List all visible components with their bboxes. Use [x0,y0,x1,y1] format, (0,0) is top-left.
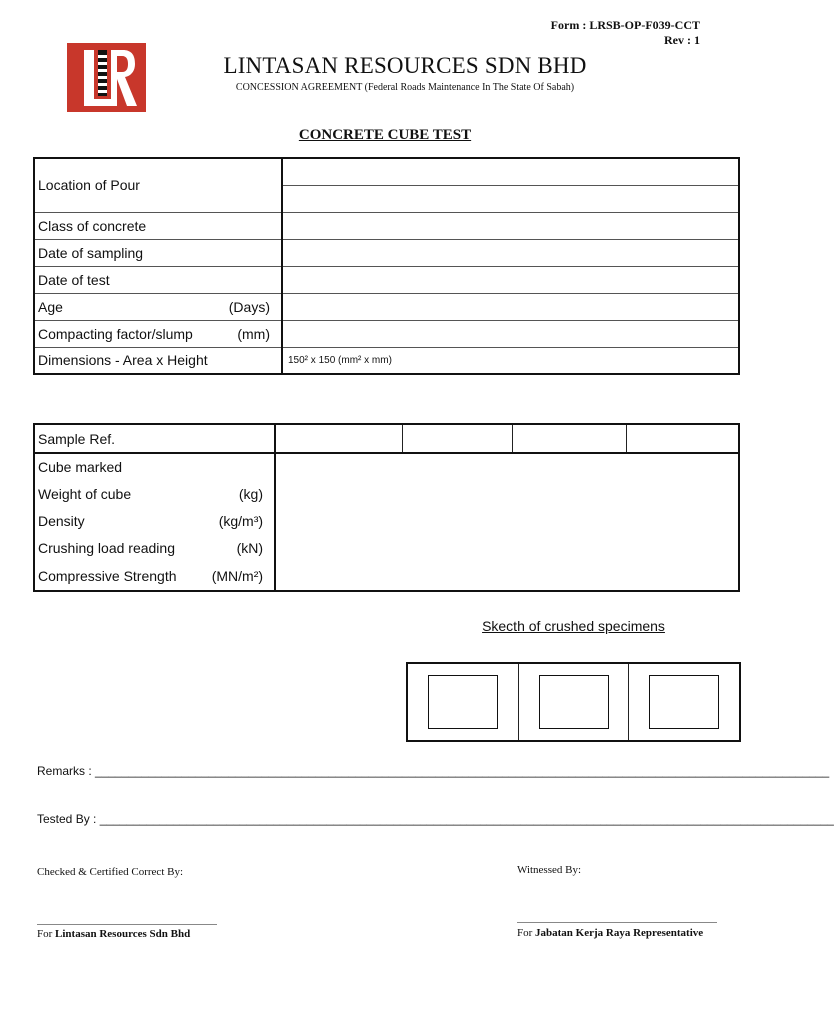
sketch-panel [406,662,741,742]
compact-value[interactable] [282,320,739,347]
left-sign-org: Lintasan Resources Sdn Bhd [55,928,191,940]
sample-row [34,453,739,480]
sketch-cell-2[interactable] [519,664,630,740]
sample-row-unit: (kg) [238,485,264,502]
sample-row-label [34,507,275,534]
sample-row-text: Sample Ref. [38,430,116,447]
sample-row [34,424,739,453]
location-label: Location of Pour [34,158,282,212]
tested-by-line[interactable] [37,812,834,826]
sample-row-unit: (kg/m³) [218,512,264,529]
sample-row-text: Compressive Strength [38,567,177,584]
pour-info-table [33,157,740,375]
sample-row-unit: (MN/m²) [211,567,264,584]
location-value-1[interactable] [282,158,739,185]
left-signature-caption [37,928,190,940]
remarks-label: Remarks : [37,764,92,778]
sample-row-label [34,534,275,561]
checked-label: Checked & Certified Correct By: [37,866,184,878]
right-signature-caption [517,927,703,939]
class-label: Class of concrete [34,212,282,239]
sample-row-text: Cube marked [38,459,123,475]
specimen-outline [428,675,498,729]
left-signature-line[interactable] [37,924,217,925]
sample-value-cell[interactable] [512,424,626,453]
dimensions-label: Dimensions - Area x Height [34,347,282,374]
sample-row-label [34,561,275,591]
sample-row-text: Weight of cube [38,485,132,502]
witnessed-label: Witnessed By: [517,864,582,876]
agreement-subtitle: CONCESSION AGREEMENT (Federal Roads Maintenance In The State Of Sabah) [235,82,575,93]
form-title: CONCRETE CUBE TEST [298,127,472,143]
tested-by-label: Tested By : [37,812,97,826]
age-unit: (Days) [228,298,270,315]
dimensions-value: 150² x 150 (mm² x mm) [288,354,392,366]
remarks-line[interactable] [37,764,830,778]
sample-row-text: Density [38,512,85,529]
age-label [34,293,282,320]
sample-value-cell[interactable] [275,424,402,453]
form-code-block [551,18,700,48]
test-date-value[interactable] [282,266,739,293]
right-signature-line[interactable] [517,922,717,923]
age-value[interactable] [282,293,739,320]
age-text: Age [38,298,63,315]
location-value-2[interactable] [282,185,739,212]
sample-row-unit: (kN) [236,539,264,556]
sketch-cell-3[interactable] [629,664,739,740]
sample-value-cell[interactable] [626,424,739,453]
compact-label [34,320,282,347]
sampling-date-value[interactable] [282,239,739,266]
test-date-label: Date of test [34,266,282,293]
sample-row-text: Crushing load reading [38,539,175,556]
sample-row-label [34,424,275,453]
sketch-title: Skecth of crushed specimens [482,618,665,634]
compact-unit: (mm) [237,325,270,342]
left-sign-prefix: For [37,928,53,940]
company-name: LINTASAN RESOURCES SDN BHD [223,53,587,78]
sample-results-table [33,423,740,592]
specimen-outline [649,675,719,729]
sample-value-cell[interactable] [402,424,512,453]
right-sign-prefix: For [517,927,533,939]
form-code: Form : LRSB-OP-F039-CCT [550,18,700,32]
sample-row-label [34,453,275,480]
right-sign-org: Jabatan Kerja Raya Representative [535,927,704,939]
sampling-date-label: Date of sampling [34,239,282,266]
remarks-underline: ______________________________________________________________________________________________________________ [95,764,830,778]
sketch-cell-1[interactable] [408,664,519,740]
class-value[interactable] [282,212,739,239]
lr-logo-icon [67,43,146,112]
tested-by-underline: ______________________________________________________________________________________________________________ [99,812,834,826]
company-logo [67,43,146,112]
form-revision: Rev : 1 [664,33,700,47]
specimen-outline [539,675,609,729]
compact-text: Compacting factor/slump [38,325,193,342]
sample-row-label [34,480,275,507]
sample-values-area[interactable] [275,453,739,591]
